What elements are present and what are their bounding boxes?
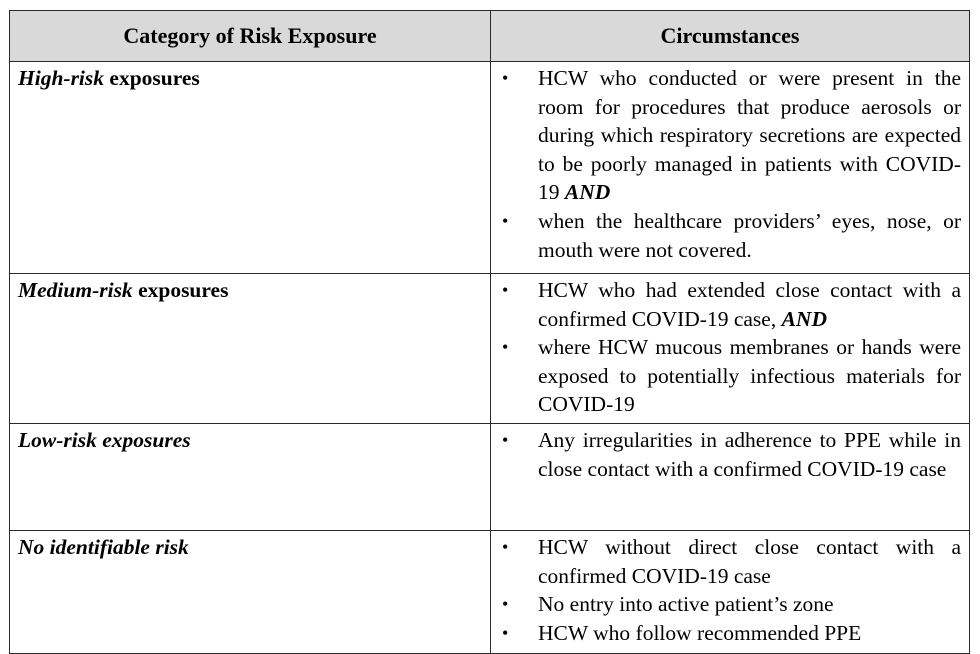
circumstance-item [499, 619, 961, 648]
circumstance-text: No entry into active patient’s zone [538, 592, 834, 617]
category-emphasis: Medium-risk [18, 278, 133, 302]
circumstance-item [499, 64, 961, 207]
bullet-icon: • [502, 68, 509, 88]
circumstance-text: HCW who had extended close contact with a confirmed COVID-19 case, [538, 278, 961, 331]
table-row-high-risk [10, 62, 970, 274]
category-emphasis: Low-risk exposures [18, 427, 191, 452]
circumstances-cell [491, 62, 970, 274]
circumstances-cell [491, 530, 970, 653]
bullet-icon: • [502, 210, 509, 231]
circumstance-text: HCW without direct close contact with a confirmed COVID-19 case [538, 534, 961, 588]
bullet-icon: • [502, 337, 509, 358]
table-row-low-risk [10, 423, 970, 530]
bullet-icon: • [502, 594, 509, 615]
circumstances-list [499, 426, 961, 483]
bullet-icon: • [502, 280, 509, 300]
circumstance-text: HCW who conducted or were present in the room for procedures that produce aerosols or during which respiratory secretions are expected to be poorly managed in patients with COVID-19 [538, 66, 961, 205]
circumstances-cell [491, 423, 970, 530]
circumstance-item [499, 426, 961, 483]
bullet-icon: • [502, 622, 509, 643]
category-cell [10, 530, 491, 653]
circumstance-text: HCW who follow recommended PPE [538, 620, 862, 645]
header-row [10, 11, 970, 62]
circumstance-item [499, 333, 961, 419]
bullet-icon: • [502, 429, 509, 450]
circumstance-item [499, 590, 961, 619]
category-cell [10, 62, 491, 274]
circumstance-text: where HCW mucous membranes or hands were exposed to potentially infectious materials for COVID-19 [538, 335, 961, 417]
category-cell [10, 423, 491, 530]
circumstance-item [499, 533, 961, 590]
risk-exposure-table [9, 10, 970, 654]
bullet-icon: • [502, 536, 509, 557]
table-row-medium-risk [10, 274, 970, 424]
circumstances-list [499, 276, 961, 419]
circumstance-text: Any irregularities in adherence to PPE while in close contact with a confirmed COVID-19 case [538, 427, 961, 481]
category-rest: exposures [104, 66, 200, 90]
circumstance-item [499, 276, 961, 333]
circumstances-list [499, 533, 961, 647]
category-rest: exposures [132, 278, 229, 302]
category-cell [10, 274, 491, 424]
circumstance-item [499, 207, 961, 264]
header-category: Category of Risk Exposure [10, 11, 491, 62]
table-row-no-risk [10, 530, 970, 653]
header-circumstances: Circumstances [491, 11, 970, 62]
category-emphasis: High-risk [18, 66, 105, 90]
circumstance-conjunction: AND [564, 180, 611, 205]
circumstances-list [499, 64, 961, 264]
category-emphasis: No identifiable risk [18, 534, 189, 559]
circumstance-conjunction: AND [781, 306, 827, 331]
circumstance-text: when the healthcare providers’ eyes, nose, or mouth were not covered. [538, 208, 961, 262]
circumstances-cell [491, 274, 970, 424]
